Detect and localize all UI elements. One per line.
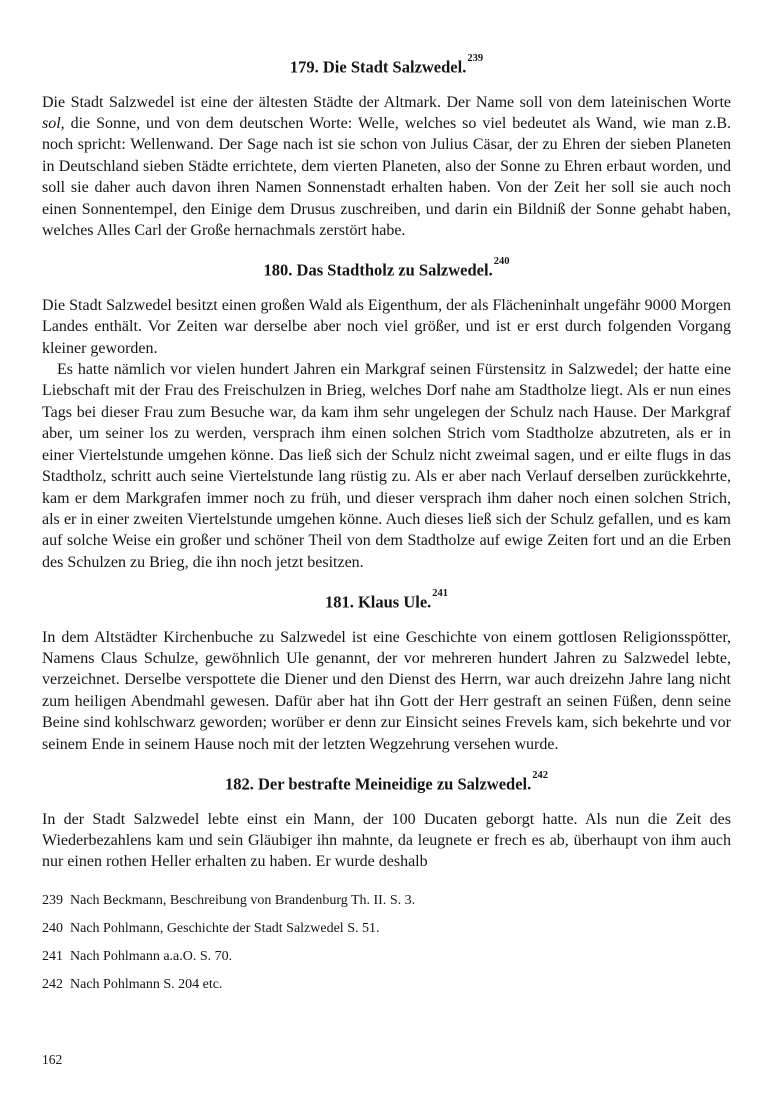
- footnote-ref-240: 240: [493, 255, 510, 267]
- story-heading-181: [42, 587, 731, 612]
- footnote-number: 242: [42, 976, 63, 992]
- footnote-ref-239: 239: [467, 52, 484, 64]
- footnote-text: Nach Pohlmann a.a.O. S. 70.: [70, 948, 233, 964]
- footnotes-block: [42, 892, 731, 994]
- footnote-item: [42, 948, 731, 966]
- footnote-number: 239: [42, 892, 63, 908]
- footnote-item: [42, 976, 731, 994]
- story-paragraph: [42, 295, 731, 359]
- footnote-ref-241: 241: [432, 587, 449, 599]
- paragraph-segment: In der Stadt Salzwedel lebte einst ein Mann, der 100 Ducaten geborgt hatte. Als nun die Zeit des Wiederbezahlens kam und sein Gläubiger ihn mahnte, da leugnete er frech es ab, überhaupt von ihm auch nur einen rothen Heller erhalten zu haben. Er wurde deshalb: [42, 810, 731, 871]
- story-paragraph: [42, 627, 731, 755]
- story-heading-text: 182. Der bestrafte Meineidige zu Salzwedel.: [225, 774, 532, 794]
- footnote-number: 240: [42, 920, 63, 936]
- footnote-number: 241: [42, 948, 63, 964]
- footnote-item: [42, 920, 731, 938]
- footnote-item: [42, 892, 731, 910]
- paragraph-segment-italic: sol,: [42, 114, 65, 132]
- story-heading-179: [42, 52, 731, 77]
- story-heading-text: 181. Klaus Ule.: [324, 592, 432, 612]
- page-number: 162: [42, 1052, 63, 1067]
- paragraph-segment: In dem Altstädter Kirchenbuche zu Salzwedel ist eine Geschichte von einem gottlosen Religionsspötter, Namens Claus Schulze, gewöhnlich Ule genannt, der vor mehreren hundert Jahren zu Salzwedel lebte, verzeichnet. Derselbe verspottete die Diener und den Dienst des Herrn, war auch dreizehn Jahre lang nicht zum heiligen Abendmahl gewesen. Dafür aber hat ihn Gott der Herr gestraft an seinen Füßen, denn seine Beine sind kohlschwarz geworden; worüber er denn zur Einsicht seines Frevels kam, sich bekehrte und vor seinem Ende in seinem Hause noch mit der letzten Wegzehrung versehen wurde.: [42, 628, 731, 753]
- story-section-179: [42, 52, 731, 241]
- paragraph-segment: die Sonne, und von dem deutschen Worte: Welle, welches so viel bedeutet als Wand, wie man z.B. noch spricht: Wellenwand. Der Sage nach ist sie schon von Julius Cäsar, der zu Ehren der sieben Planeten in Deutschland sieben Städte errichtete, dem vierten Planeten, also der Sonne zu Ehren erbaut worden, und soll sie daher auch davon ihren Namen Sonnenstadt erhalten haben. Von der Zeit her soll sie auch noch einen Sonnentempel, den Einige dem Drusus zuschreiben, und darin ein Bildniß der Sonne gehabt haben, welches Alles Carl der Große hernachmals zerstört habe.: [42, 114, 731, 239]
- story-heading-180: [42, 255, 731, 280]
- story-section-180: [42, 255, 731, 573]
- paragraph-segment: Die Stadt Salzwedel ist eine der ältesten Städte der Altmark. Der Name soll von dem lateinischen Worte: [42, 93, 731, 111]
- story-section-181: [42, 587, 731, 755]
- story-paragraph: [42, 359, 731, 573]
- story-heading-text: 180. Das Stadtholz zu Salzwedel.: [263, 260, 493, 280]
- footnote-text: Nach Pohlmann, Geschichte der Stadt Salzwedel S. 51.: [70, 920, 380, 936]
- story-section-182: [42, 769, 731, 873]
- story-paragraph: [42, 809, 731, 873]
- paragraph-segment: Es hatte nämlich vor vielen hundert Jahren ein Markgraf seinen Fürstensitz in Salzwedel; der hatte eine Liebschaft mit der Frau des Freischulzen in Brieg, welches Dorf nahe am Stadtholze liegt. Als er nun eines Tags bei dieser Frau zum Besuche war, da kam ihm sehr ungelegen der Schulz nach Hause. Der Markgraf aber, um seiner los zu werden, versprach ihm einen solchen Strich vom Stadtholze abzutreten, als er in einer Viertelstunde umgehen könne. Das ließ sich der Schulz nicht zweimal sagen, und er eilte flugs in das Stadtholz, schritt auch seine Viertelstunde lang rüstig zu. Als er aber nach Verlauf derselben zurückkehrte, kam er dem Markgrafen immer noch zu früh, und dieser versprach ihm daher noch einen solchen Strich, als er in einer zweiten Viertelstunde umgehen könne. Auch dieses ließ sich der Schulz gefallen, und es kam auf solche Weise ein großer und schöner Theil von dem Stadtholze auf ewige Zeiten fort und an die Erben des Schulzen zu Brieg, die ihn noch jetzt besitzen.: [42, 361, 731, 571]
- story-heading-text: 179. Die Stadt Salzwedel.: [289, 57, 467, 77]
- story-heading-182: [42, 769, 731, 794]
- story-paragraph: [42, 92, 731, 242]
- paragraph-segment: Die Stadt Salzwedel besitzt einen großen Wald als Eigenthum, der als Flächeninhalt ungefähr 9000 Morgen Landes enthält. Vor Zeiten war derselbe aber noch viel größer, und ist er erst durch folgenden Vorgang kleiner geworden.: [42, 296, 731, 357]
- footnote-ref-242: 242: [532, 769, 548, 781]
- footnote-text: Nach Pohlmann S. 204 etc.: [70, 976, 223, 992]
- footnote-text: Nach Beckmann, Beschreibung von Brandenburg Th. II. S. 3.: [70, 892, 416, 908]
